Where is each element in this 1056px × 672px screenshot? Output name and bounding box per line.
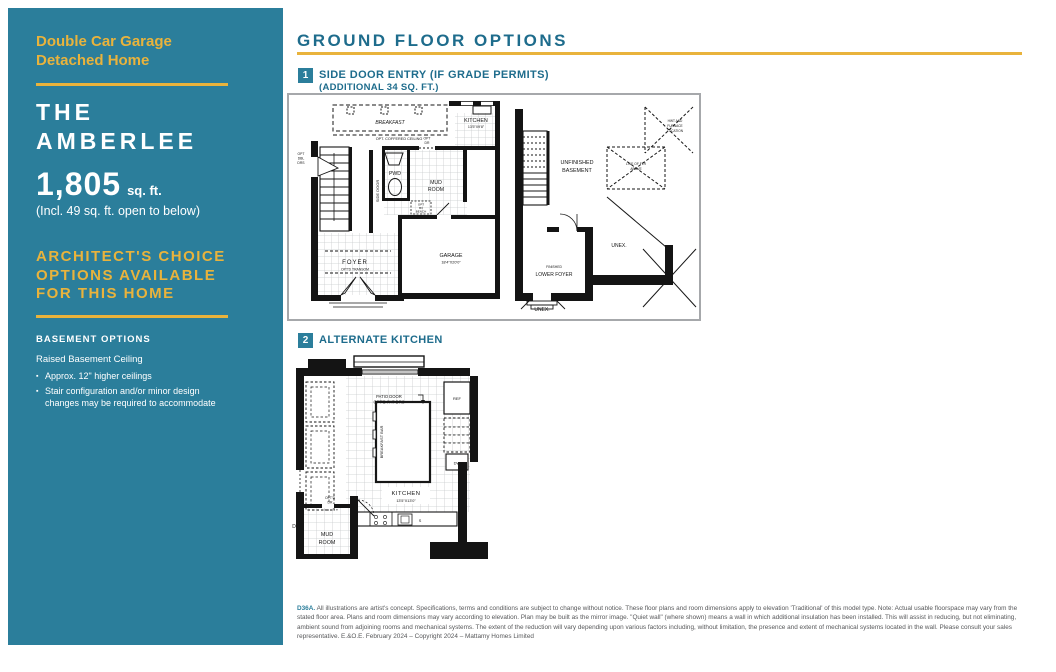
breakfast-label: BREAKFAST — [375, 120, 405, 126]
gold-title-rule — [297, 52, 1022, 55]
basement-bullet-2: ▪ Stair configuration and/or minor design changes may be required to accommodate — [36, 386, 236, 409]
mud-room-label: MUD — [430, 180, 442, 186]
unfinished-basement-label: UNFINISHED — [560, 160, 594, 166]
unex-label: UNEX. — [534, 307, 550, 313]
unex-label: UNEX. — [611, 243, 627, 249]
page-title: GROUND FLOOR OPTIONS — [297, 31, 568, 50]
home-type-line1: Double Car Garage — [36, 33, 172, 50]
optd-pat-drs-label: OPT'D PAT DRS — [373, 399, 405, 405]
option-2-badge: 2 — [298, 333, 313, 348]
side-door-label: SIDE DOOR — [375, 179, 380, 203]
hwt-label: HWT AND — [667, 119, 683, 123]
home-type — [36, 32, 172, 70]
disclaimer — [297, 604, 1024, 641]
option-1-label: SIDE DOOR ENTRY (IF GRADE PERMITS) — [319, 69, 549, 81]
model-name — [36, 98, 197, 156]
sqft-note: (Incl. 49 sq. ft. open to below) — [36, 204, 200, 218]
garage-label: GARAGE — [439, 253, 463, 259]
disclaimer-text: All illustrations are artist's concept. Specifications, terms and conditions are subject to change without notice. These floor plans and room dimensions apply to elevation 'Traditional' of this model type. Note: Actual usable floorspace may vary from the stated floor area. Plans and room dimensions may vary according to elevation. Plan may be built as the mirror image. "Quiet wall" (where shown) means a wall in which additional insulation has been installed. This will assist in reducing, but not eliminating, ambient sound from adjoining rooms and mechanical systems. The extent of the reduction will vary depending upon various factors including, without limitation, the presence and extent of mechanical systems located in the wall. Please consult your sales representative. E.&O.E. February 2024 – Copyright 2024 – Mattamy Homes Limited — [297, 605, 1018, 640]
kitchen-dims: 13'5"X9'8" — [467, 125, 485, 129]
option-1-sublabel: (ADDITIONAL 34 SQ. FT.) — [319, 82, 439, 93]
patio-door-label: PATIO DOOR — [376, 394, 402, 399]
option-1-badge: 1 — [298, 68, 313, 83]
finished-label: FINISHED — [546, 265, 562, 269]
model-name-line1: THE — [36, 99, 94, 125]
option-2-label: ALTERNATE KITCHEN — [319, 334, 443, 346]
disclaimer-code: D36A. — [297, 605, 316, 612]
basement-options-heading: BASEMENT OPTIONS — [36, 334, 151, 345]
square-footage — [36, 166, 162, 203]
opt-dbl-drs-label: DBL — [297, 156, 305, 161]
bench-label: BENCH — [415, 209, 427, 214]
opt-dr-label: OPT — [423, 136, 431, 141]
mud-room-label: MUD — [320, 532, 334, 538]
pwd-label: PWD — [388, 171, 402, 177]
sink-label: S — [418, 519, 422, 523]
garage-dims: 18'4"X20'0" — [441, 260, 461, 265]
home-type-line2: Detached Home — [36, 52, 150, 69]
breakfast-bar-label: BREAKFAST BAR — [379, 425, 384, 459]
mud-room-label: ROOM — [318, 540, 336, 546]
architects-choice — [36, 248, 226, 304]
floor-plan-1-drawing — [289, 95, 699, 319]
basement-options-subheading: Raised Basement Ceiling — [36, 354, 143, 365]
hwt-label: FURNACE — [667, 124, 683, 128]
sidebar — [8, 8, 283, 645]
opt-dbl-drs-label: DRS — [297, 161, 305, 165]
opt-dr-label: DR — [424, 141, 430, 145]
lower-foyer-label: LOWER FOYER — [535, 272, 573, 278]
kitchen-label: KITCHEN — [391, 491, 421, 497]
bench-label: OPT — [417, 202, 425, 207]
gold-divider — [36, 83, 228, 86]
kitchen-dims: 13'5"X13'0" — [396, 499, 416, 503]
transom-label: OPT'D TRANSOM — [341, 267, 369, 272]
architects-choice-line1: ARCHITECT'S CHOICE — [36, 248, 226, 265]
coffered-ceiling-label: OPT. COFFERED CEILING — [375, 137, 423, 141]
sqft-value: 1,805 — [36, 166, 122, 202]
mud-hall-tile — [384, 150, 467, 215]
dw-label: DW — [453, 460, 461, 466]
floor-above-label: LINE OF FLR — [626, 162, 646, 166]
basement-bullet-1: ▪ Approx. 12" higher ceilings — [36, 371, 236, 383]
bench-label: B/I — [419, 206, 423, 210]
opt-dbl-drs-label: OPT — [297, 152, 305, 156]
foyer-label: FOYER — [342, 260, 368, 266]
opt-dr-label: DR — [327, 500, 333, 505]
ref-label: REF — [453, 396, 461, 401]
gold-divider — [36, 315, 228, 318]
sqft-unit: sq. ft. — [127, 183, 162, 198]
architects-choice-line3: FOR THIS HOME — [36, 285, 175, 302]
kitchen-label: KITCHEN — [464, 118, 488, 124]
model-name-line2: AMBERLEE — [36, 128, 198, 154]
opt-dr-label: OPT'D — [324, 496, 336, 500]
floor-plan-2-drawing — [292, 354, 488, 562]
unfinished-basement-label: BASEMENT — [562, 168, 592, 174]
cut-off-label: D — [292, 524, 296, 530]
floor-above-label: ABOVE — [630, 167, 642, 171]
architects-choice-line2: OPTIONS AVAILABLE — [36, 266, 217, 284]
hwt-label: LOCATION — [666, 129, 684, 133]
mud-room-label: ROOM — [427, 187, 445, 193]
floor-plan-2 — [292, 354, 488, 562]
floor-plan-1 — [287, 93, 701, 321]
